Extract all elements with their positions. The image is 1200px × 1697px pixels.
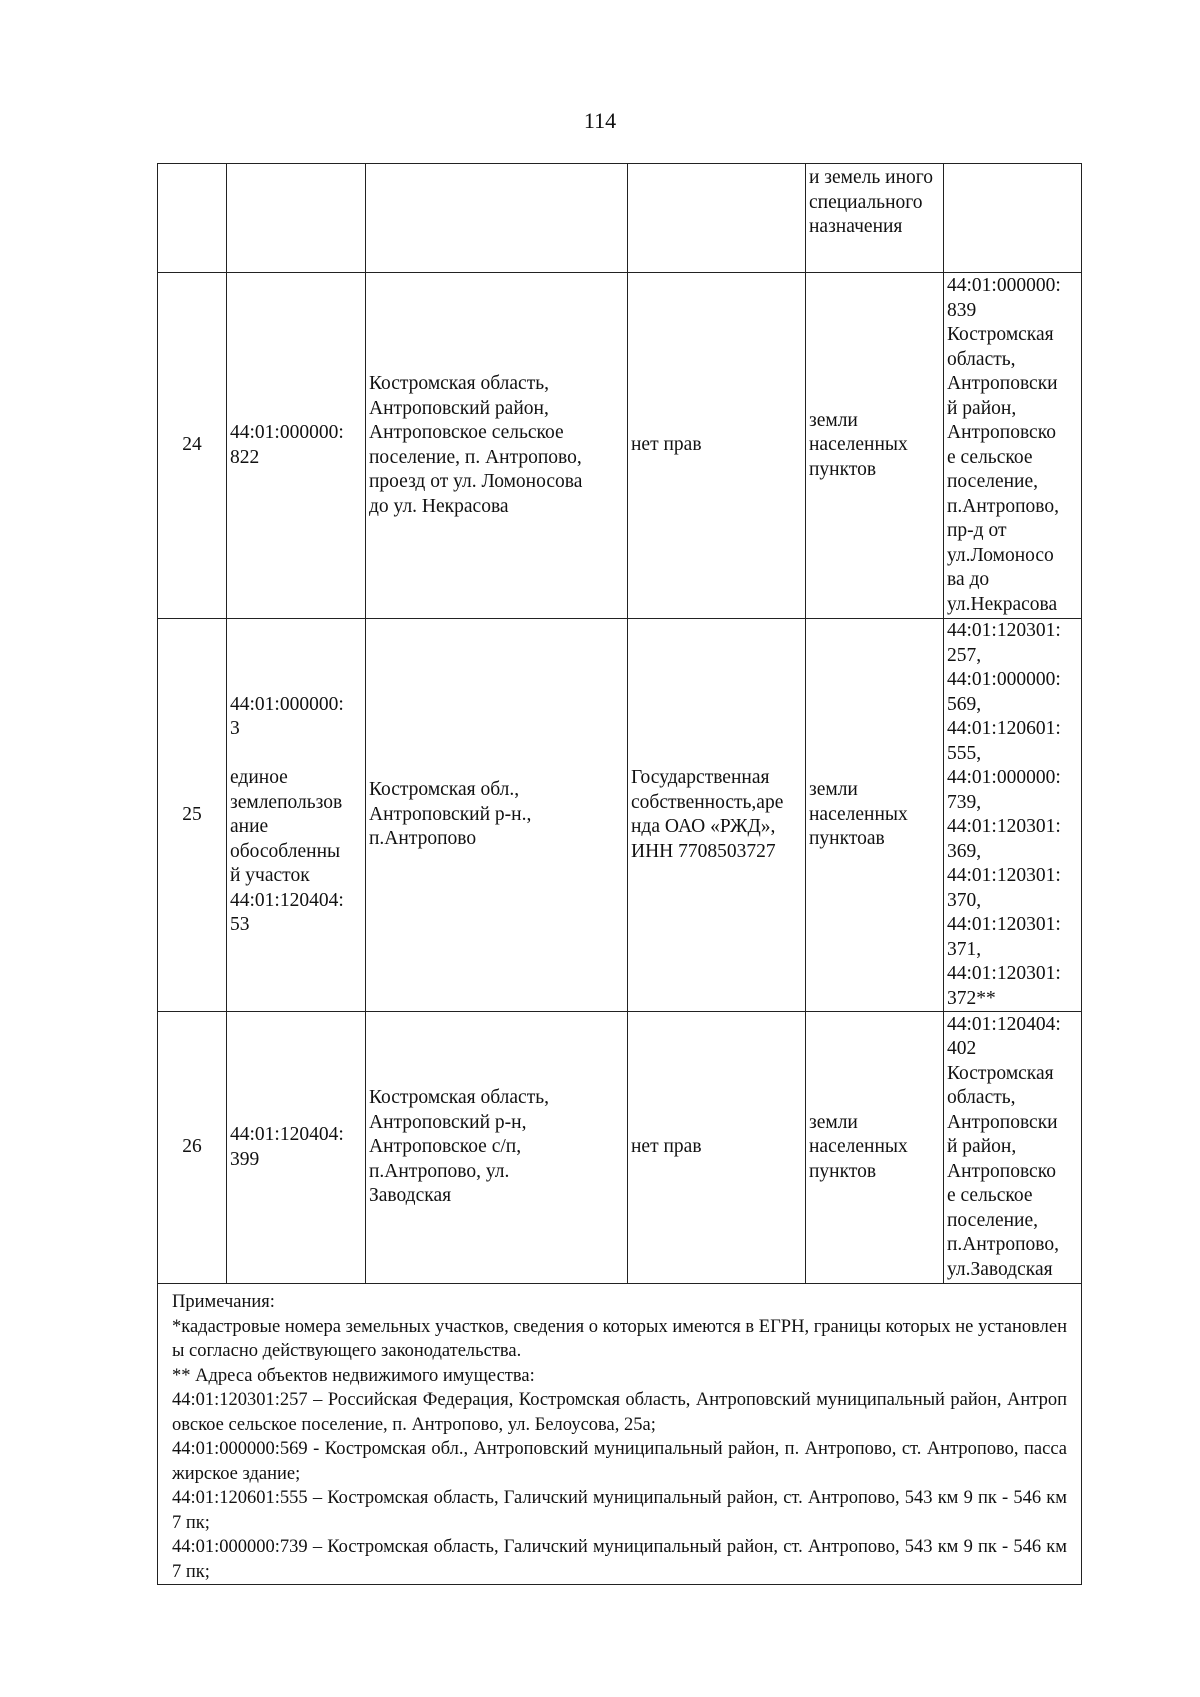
note-item: *кадастровые номера земельных участков, сведения о которых имеются в ЕГРН, границы которых не установлены согласно действующего законодательства. [172,1316,1067,1361]
table-row [158,619,1082,1012]
cell-line: 372** [947,987,996,1009]
cell-line: обособленны [230,840,341,862]
cell-cadastral [227,619,366,1012]
cell-address [366,273,628,619]
cell-line: 555, [947,742,982,764]
cell-line: й район, [947,1136,1017,1158]
cell-line: земли [809,1111,858,1133]
cell-line: 44:01:000000: [947,669,1061,690]
cell-land-category [806,1012,944,1284]
cell-line: 839 [947,299,977,321]
cell-line: единое [230,767,288,788]
cell-cadastral [227,273,366,619]
cell-line: Костромская [947,1062,1054,1084]
cell-line: Антроповски [947,1111,1058,1133]
cell-line: поселение, п. Антропово, [369,446,582,468]
cell-line: е сельское [947,446,1033,468]
cell-line: 44:01:120301: [947,816,1061,837]
cell-line: пунктов [809,1160,877,1182]
cell-line: 44:01:120404: [230,1124,344,1145]
cell-line: Антроповское сельское [369,422,564,443]
cell-line: поселение, [947,471,1039,492]
cell-line: пр-д от [947,520,1007,541]
cell-rights [628,273,806,619]
cell-objects [944,164,1082,273]
cell-line: Антроповско [947,422,1056,443]
cell-number: 24 [158,273,227,619]
cell-line: поселение, [947,1209,1039,1231]
cell-line: собственность,аре [631,791,784,813]
cell-line: Антроповский р-н., [369,803,532,825]
cell-line: ул.Заводская [947,1258,1053,1280]
cell-line: землепользов [230,791,343,813]
cell-line: нда ОАО «РЖД», [631,816,776,837]
cell-line: 371, [947,938,982,960]
cell-line: 44:01:000000: [947,275,1061,296]
cell-address [366,619,628,1012]
cell-line: ва до [947,569,990,590]
cell-land-category [806,619,944,1012]
cell-line: п.Антропово, [947,495,1059,517]
note-item: 44:01:000000:569 - Костромская обл., Антроповский муниципальный район, п. Антропово, ст. Антропово, пассажирское здание; [172,1439,1067,1484]
cell-line [230,742,362,767]
cell-line: 3 [230,718,240,739]
cell-line: 370, [947,889,982,911]
cell-objects [944,619,1082,1012]
cell-line: Костромская область, [369,373,550,394]
cell-line: земли [809,409,858,431]
cell-line: 369, [947,840,982,862]
cell-line: 44:01:120404: [230,889,344,911]
cell-line: 44:01:000000: [230,422,344,443]
cell-line: 44:01:120301: [947,963,1061,984]
cell-number: 25 [158,619,227,1012]
cell-line: нет прав [631,1136,702,1158]
cell-line: 402 [947,1038,977,1060]
cell-line: Костромская область, [369,1087,550,1109]
cell-line: населенных [809,1136,908,1158]
cell-land-category [806,273,944,619]
cell-address [366,1012,628,1284]
cell-line: й район, [947,397,1017,419]
cell-line: п.Антропово, [947,1234,1059,1256]
cell-line: ул.Некрасова [947,593,1058,615]
cell-line: Костромская обл., [369,779,520,801]
note-item: 44:01:000000:739 – Костромская область, Галичский муниципальный район, ст. Антропово, 543 км 9 пк - 546 км 7 пк; [172,1537,1067,1582]
cell-line: 44:01:120301: [947,865,1061,886]
cell-line: пунктов [809,458,877,480]
cell-line: е сельское [947,1185,1033,1207]
table-row [158,273,1082,619]
cell-cadastral [227,164,366,273]
cell-line: 257, [947,644,982,666]
cell-number [158,164,227,273]
table-row [158,1012,1082,1284]
cell-line: ул.Ломоносо [947,544,1054,566]
cell-rights [628,1012,806,1284]
cell-line: ание [230,816,269,837]
cell-line: 739, [947,791,982,813]
cell-line: Антроповски [947,373,1058,394]
cell-line: 44:01:120404: [947,1013,1061,1035]
cell-line: 569, [947,693,982,715]
cell-line: ИНН 7708503727 [631,840,776,862]
note-item: 44:01:120301:257 – Российская Федерация, Костромская область, Антроповский муниципальный район, Антроповское сельское поселение, п. Антропово, ул. Белоусова, 25а; [172,1390,1067,1435]
cell-line: Антроповско [947,1160,1056,1182]
table-row-continuation [158,164,1082,273]
notes-heading: Примечания: [172,1292,275,1312]
cell-rights [628,164,806,273]
cell-line: 44:01:120301: [947,620,1061,641]
cell-objects [944,1012,1082,1284]
cell-line: область, [947,348,1016,370]
cell-line: п.Антропово, ул. [369,1160,510,1182]
cell-objects [944,273,1082,619]
cell-line: Костромская [947,324,1054,345]
cell-line: Антроповское с/п, [369,1136,522,1158]
cell-line: 44:01:120301: [947,914,1061,935]
cell-line: й участок [230,865,310,886]
cell-line: нет прав [631,434,702,456]
cell-number: 26 [158,1012,227,1284]
page-number: 114 [583,108,617,133]
land-plots-table [157,163,1082,1585]
note-item: 44:01:120601:555 – Костромская область, Галичский муниципальный район, ст. Антропово, 543 км 9 пк - 546 км 7 пк; [172,1488,1067,1533]
cell-line: 44:01:000000: [947,767,1061,788]
cell-line: Антроповский район, [369,397,549,419]
cell-line: 53 [230,914,250,935]
cell-line: область, [947,1087,1016,1109]
cell-line: пунктоав [809,828,885,850]
cell-cadastral [227,1012,366,1284]
notes-cell [158,1284,1082,1585]
cell-line: Заводская [369,1185,452,1207]
cell-line: проезд от ул. Ломоносова [369,471,583,492]
cell-line: 822 [230,446,260,468]
cell-line: Антроповский р-н, [369,1111,527,1133]
note-item: ** Адреса объектов недвижимого имущества: [172,1365,535,1386]
cell-line: п.Антропово [369,828,477,850]
cell-line: Государственная [631,767,770,788]
notes-row [158,1284,1082,1585]
cell-line: населенных [809,434,908,456]
cell-address [366,164,628,273]
cell-line: 44:01:000000: [230,693,344,715]
cell-line: населенных [809,803,908,825]
cell-line: земли [809,779,858,801]
cell-line: 44:01:120601: [947,718,1061,739]
cell-line: до ул. Некрасова [369,495,509,517]
cell-land-category: и земель иного специального назначения [806,164,944,273]
cell-line: 399 [230,1148,260,1170]
cell-rights [628,619,806,1012]
